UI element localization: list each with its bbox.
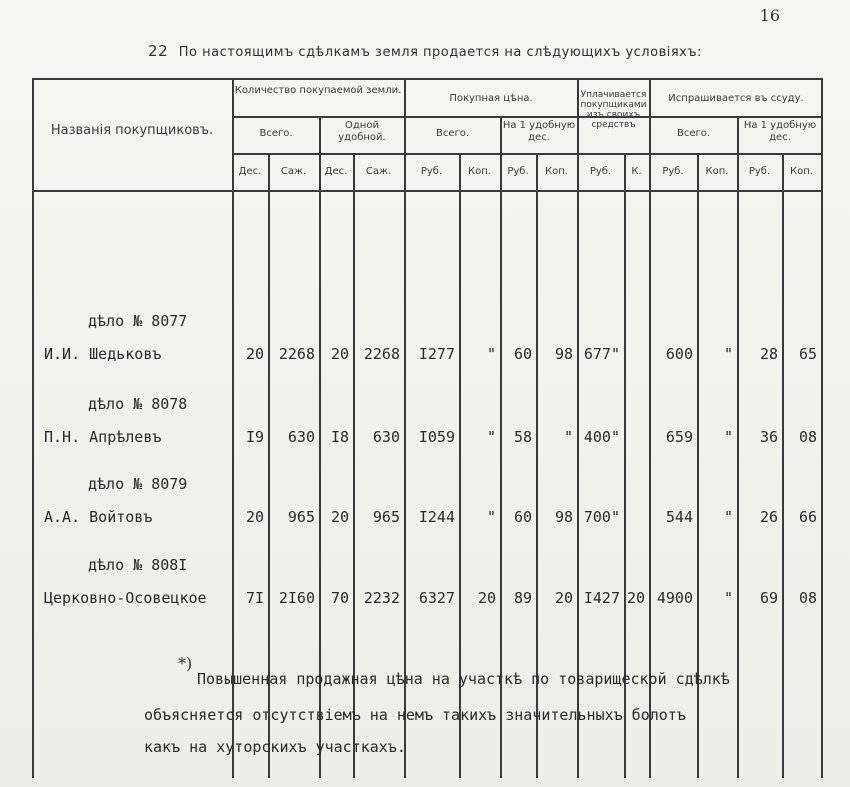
- table-cell: 08: [798, 428, 817, 446]
- table-cell: 20: [626, 589, 645, 607]
- table-cell: 2268: [278, 345, 315, 363]
- table-cell: I9: [245, 428, 264, 446]
- table-cell: 26: [759, 508, 778, 526]
- header-price-total: Всего.: [435, 128, 470, 139]
- table-cell: 630: [372, 428, 400, 446]
- table-cell: 70: [330, 589, 349, 607]
- table-cell: ": [563, 428, 573, 446]
- table-cell: 98: [554, 508, 573, 526]
- table-cell: ": [486, 508, 496, 526]
- header-unit: Руб.: [748, 166, 771, 177]
- header-unit: Руб.: [662, 166, 684, 177]
- table-cell: I8: [330, 428, 349, 446]
- table-cell: 630: [287, 428, 315, 446]
- header-unit: Саж.: [365, 166, 392, 177]
- table-cell: ": [723, 345, 733, 363]
- table-cell: 28: [759, 345, 778, 363]
- buyer-name: Церковно-Осовецкое: [44, 589, 207, 607]
- header-land-arable: Одной удобной.: [338, 120, 386, 143]
- table-cell: 2I60: [278, 589, 315, 607]
- case-number: дѣло № 8079: [88, 475, 188, 493]
- table-cell: 20: [554, 589, 573, 607]
- title-number: 22: [148, 42, 169, 60]
- header-loan: Испрашивается въ ссуду.: [668, 93, 804, 104]
- note-line-2: объясняется отсутствіемъ на немъ такихъ значительныхъ болотъ: [144, 706, 686, 724]
- table-cell: 544: [665, 508, 693, 526]
- case-number: дѣло № 808I: [88, 556, 188, 574]
- table-cell: 4900: [656, 589, 693, 607]
- case-number: дѣло № 8077: [88, 312, 188, 330]
- table-cell: 36: [759, 428, 778, 446]
- table-cell: 659: [665, 428, 693, 446]
- table-cell: 400": [583, 428, 620, 446]
- buyer-name: А.А. Войтовъ: [44, 508, 153, 526]
- case-number: дѣло № 8078: [88, 395, 188, 413]
- table-cell: 2232: [363, 589, 400, 607]
- header-price-per-desyatina: На 1 удобную дес.: [502, 120, 576, 143]
- header-price: Покупная цѣна.: [449, 93, 533, 104]
- buyer-name: П.Н. Апрѣлевъ: [44, 428, 162, 446]
- table-cell: 69: [759, 589, 778, 607]
- table-cell: 60: [513, 345, 532, 363]
- header-unit: Руб.: [589, 166, 612, 177]
- table-cell: 58: [513, 428, 532, 446]
- header-unit: Саж.: [280, 166, 307, 177]
- table-cell: ": [723, 589, 733, 607]
- table-cell: I059: [418, 428, 455, 446]
- page-title: [0, 42, 850, 60]
- table-cell: 20: [245, 508, 264, 526]
- table-cell: 6327: [418, 589, 455, 607]
- header-unit: Коп.: [705, 166, 729, 177]
- header-unit: Коп.: [790, 166, 813, 177]
- header-paid-own-funds: Уплачивается покупщиками изъ своихъ средствъ: [580, 90, 647, 130]
- table-cell: ": [486, 345, 496, 363]
- table-cell: 965: [372, 508, 400, 526]
- header-loan-per-desyatina: На 1 удобную дес.: [743, 120, 817, 143]
- table-cell: ": [486, 428, 496, 446]
- table-cell: ": [723, 508, 733, 526]
- header-unit: Коп.: [468, 166, 491, 177]
- table-cell: 2268: [363, 345, 400, 363]
- table-cell: 65: [798, 345, 817, 363]
- note-line-1: Повышенная продажная цѣна на участкѣ по товарищеской сдѣлкѣ: [197, 670, 730, 688]
- table-cell: I244: [418, 508, 455, 526]
- header-unit: Руб.: [507, 166, 529, 177]
- table-cell: 677": [583, 345, 620, 363]
- table-cell: ": [723, 428, 733, 446]
- header-unit: Дес.: [324, 166, 348, 177]
- table-cell: 600: [665, 345, 693, 363]
- buyer-name: И.И. Шедьковъ: [44, 345, 162, 363]
- table-cell: 7I: [245, 589, 264, 607]
- table-cell: I427: [583, 589, 620, 607]
- header-unit: Коп.: [545, 166, 568, 177]
- footnote-mark: *): [178, 654, 193, 673]
- header-unit: К.: [631, 166, 642, 177]
- table-cell: 89: [513, 589, 532, 607]
- title-text: По настоящимъ сдѣлкамъ земля продается на слѣдующихъ условіяхъ:: [178, 45, 702, 60]
- header-loan-total: Всего.: [676, 128, 711, 139]
- table-cell: 20: [330, 508, 349, 526]
- header-land-qty: Количество покупаемой земли.: [234, 85, 402, 96]
- header-unit: Руб.: [420, 166, 443, 177]
- page-number: 16: [759, 6, 780, 25]
- table-cell: 20: [245, 345, 264, 363]
- table-cell: 20: [477, 589, 496, 607]
- header-unit: Дес.: [238, 166, 262, 177]
- header-land-total: Всего.: [259, 128, 293, 139]
- table-cell: 08: [798, 589, 817, 607]
- table-cell: 965: [287, 508, 315, 526]
- table-cell: 60: [513, 508, 532, 526]
- note-line-3: какъ на хуторскихъ участкахъ.: [144, 738, 406, 756]
- table-cell: 98: [554, 345, 573, 363]
- header-buyer-names: Названія покупщиковъ.: [50, 123, 214, 138]
- table-cell: 700": [583, 508, 620, 526]
- table-cell: I277: [418, 345, 455, 363]
- table-cell: 66: [798, 508, 817, 526]
- table-cell: 20: [330, 345, 349, 363]
